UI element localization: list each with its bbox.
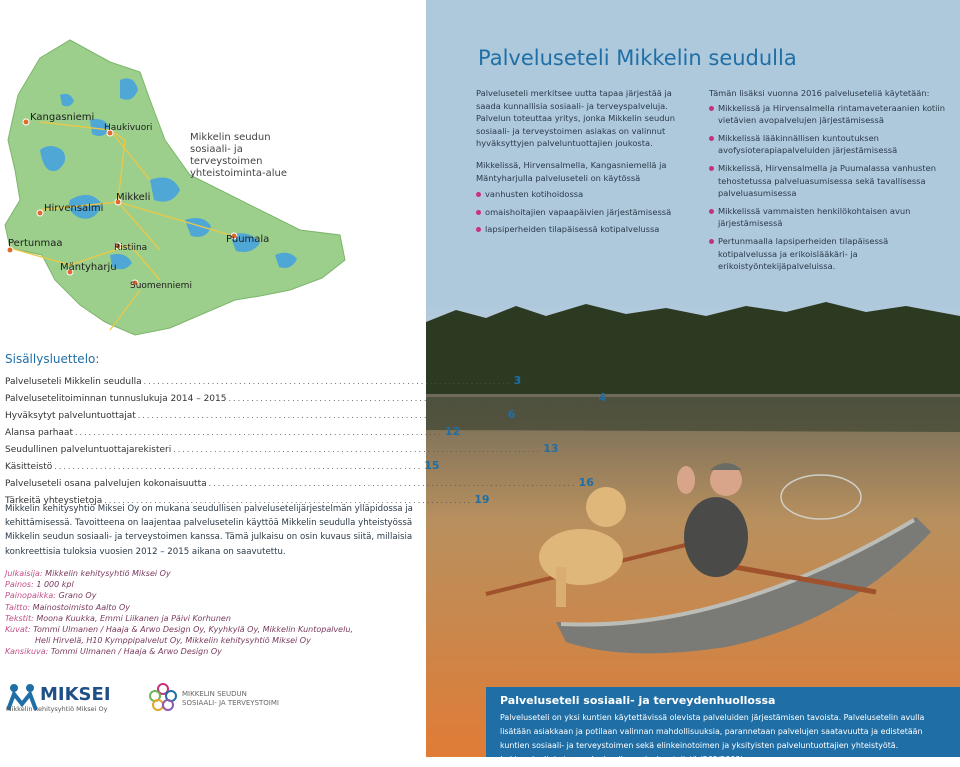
credit-value: Moona Kuukka, Emmi Liikanen ja Päivi Korhunen: [36, 613, 231, 623]
credit-label: Kansikuva:: [5, 647, 49, 657]
map-label-suomenniemi: Suomenniemi: [130, 281, 192, 291]
publisher-intro: Mikkelin kehitysyhtiö Miksei Oy on mukana seudullisen palvelusetelijärjestelmän ylläpidossa ja kehittämisessä. Tavoitteena on laajentaa palvelusetelin käyttöä Mikkelin seudulla yhteistyössä Mikkelin seudun sosiaali- ja terveystoimen kanssa. Tämä julkaisu on osin kuvaus siitä, millaisia konkreettisia tuloksia vuosien 2012 – 2015 aikana on saavutettu.: [5, 504, 413, 557]
list-item: lapsiperheiden tilapäisessä kotipalvelussa: [476, 223, 698, 236]
publication-credits: [5, 568, 415, 658]
list-item: Mikkelissä lääkinnällisen kuntoutuksen avofysioterapiapalveluiden järjestämisessä: [709, 132, 949, 157]
list-item: Pertunmaalla lapsiperheiden tilapäisessä kotipalvelussa ja erikoislääkäri- ja erikoistyöntekijäpalveluissa.: [709, 235, 949, 273]
map-label-kangasniemi: Kangasniemi: [30, 112, 95, 123]
credit-line: [5, 613, 415, 624]
intro-paragraph: Palveluseteli merkitsee uutta tapaa järjestää ja saada kunnallisia sosiaali- ja terveyspalveluja. Palvelun toteuttaa yritys, jonka Mikkelin seudun sosiaali- ja terveystoimen asiakas on valinnut hyväksyttyjen palveluntuottajien joukosta.: [476, 88, 676, 149]
table-of-contents: [5, 352, 607, 508]
toc-entry[interactable]: [5, 440, 559, 457]
column-heading: Tämän lisäksi vuonna 2016 palveluseteliä käytetään:: [709, 88, 930, 98]
info-box-citation: Laki sosiaali- ja terveydenhuollon palvelusetelistä (569/2009): [500, 755, 744, 764]
credit-label: Painos:: [5, 580, 34, 590]
toc-leader: .................................................................................: [173, 445, 542, 454]
miksei-logo-name: MIKSEI: [40, 684, 111, 705]
map-label-hirvensalmi: Hirvensalmi: [44, 203, 104, 214]
credit-label: Julkaisija:: [5, 569, 43, 578]
credit-line: [5, 579, 415, 590]
toc-entry-page: 6: [507, 408, 516, 421]
page-title: Palveluseteli Mikkelin seudulla: [478, 46, 797, 70]
toc-entry-title: Palveluseteli osana palvelujen kokonaisuutta: [5, 479, 207, 489]
credit-value: Tommi Ulmanen / Haaja & Arwo Design Oy: [50, 647, 222, 657]
map-legend-line: Mikkelin seudun: [190, 132, 271, 143]
service-list: [476, 188, 698, 236]
credit-label: Tekstit:: [5, 613, 34, 623]
credit-label: Kuvat:: [5, 625, 31, 635]
toc-entry-page: 13: [543, 442, 559, 455]
list-item: Mikkelissä ja Hirvensalmella rintamaveteraanien kotiin vietävien avopalvelujen järjestämisessä: [709, 102, 949, 127]
map-label-puumala: Puumala: [226, 234, 270, 245]
flower-logo-icon: [148, 682, 178, 714]
toc-entry-page: 12: [444, 425, 461, 438]
info-box-title: Palveluseteli sosiaali- ja terveydenhuollossa: [500, 694, 776, 707]
toc-entry-title: Tärkeitä yhteystietoja: [5, 496, 103, 506]
toc-entry[interactable]: [5, 389, 607, 406]
info-box: [486, 687, 960, 764]
toc-entry-page: 3: [513, 374, 522, 387]
toc-entry-title: Käsitteistö: [5, 462, 53, 472]
toc-entry[interactable]: [5, 423, 461, 440]
intro-paragraph: Mikkelissä, Hirvensalmella, Kangasniemellä ja Mäntyharjulla palveluseteli on käytössä: [476, 159, 667, 183]
map-legend: [190, 132, 300, 180]
credit-value: Mikkelin kehitysyhtiö Miksei Oy: [45, 569, 171, 578]
info-box-body: Palveluseteli on yksi kuntien käytettävissä olevista palveluiden järjestämisen tavoista. Palvelusetelin avulla lisätään asiakkaan ja potilaan valinnan mahdollisuuksia, parannetaan palvelujen saatavuutta ja edistetään kuntien sosiaali- ja terveystoimen sekä elinkeinotoimen ja yksityisten palveluntuottajien yhteistyötä.: [500, 713, 925, 750]
credit-value: Grano Oy: [58, 591, 97, 601]
toc-leader: .................................................................................: [104, 496, 473, 505]
toc-entry-title: Seudullinen palveluntuottajarekisteri: [5, 445, 172, 455]
toc-heading: Sisällysluettelo:: [5, 352, 100, 366]
toc-entry-page: 19: [474, 493, 490, 506]
toc-entry[interactable]: [5, 457, 440, 474]
credit-value: Tommi Ulmanen / Haaja & Arwo Design Oy, Kyyhkylä Oy, Mikkelin Kuntopalvelu,: [33, 625, 353, 635]
toc-entry-title: Palvelusetelitoiminnan tunnuslukuja 2014 – 2015: [5, 394, 227, 404]
toc-entry-page: 16: [578, 476, 594, 489]
seutu-logo-line1: MIKKELIN SEUDUN: [182, 690, 247, 698]
toc-entry-title: Hyväksytyt palveluntuottajat: [5, 411, 136, 421]
map-label-pertunmaa: Pertunmaa: [8, 238, 63, 249]
map-label-ristiina: Ristiina: [114, 243, 148, 253]
credit-line: [5, 624, 415, 635]
credit-line: [5, 590, 415, 601]
credit-value: 1 000 kpl: [36, 580, 74, 590]
miksei-logo: [4, 680, 124, 720]
map-label-haukivuori: Haukivuori: [104, 123, 153, 133]
credit-line: [5, 635, 415, 646]
region-map: [0, 0, 426, 345]
intro-column-1: [476, 87, 698, 241]
toc-entry-page: 4: [598, 391, 607, 404]
credit-line: [5, 646, 415, 657]
toc-leader: .................................................................................: [54, 462, 423, 471]
toc-leader: .................................................................................: [208, 479, 577, 488]
list-item: omaishoitajien vapaapäivien järjestämisessä: [476, 206, 698, 219]
seutu-logo: [148, 680, 298, 720]
toc-leader: .................................................................................: [228, 394, 597, 403]
intro-column-2: [709, 87, 949, 278]
toc-leader: .................................................................................: [137, 411, 506, 420]
toc-entry[interactable]: [5, 474, 594, 491]
toc-leader: .................................................................................: [143, 377, 512, 386]
list-item: Mikkelissä vammaisten henkilökohtaisen avun järjestämisessä: [709, 205, 949, 230]
miksei-logo-subtitle: Mikkelin kehitysyhtiö Miksei Oy: [6, 705, 108, 713]
map-legend-line: sosiaali- ja terveystoimen: [190, 144, 263, 167]
toc-entry-title: Alansa parhaat: [5, 428, 73, 438]
map-label-mantyharju: Mäntyharju: [60, 262, 117, 273]
credit-value: Mainostoimisto Aalto Oy: [32, 602, 130, 612]
toc-entry-page: 15: [424, 459, 440, 472]
toc-entry[interactable]: [5, 372, 522, 389]
credit-value: Heli Hirvelä, H10 Kymppipalvelut Oy, Mikkelin kehitysyhtiö Miksei Oy: [35, 636, 311, 646]
toc-entry[interactable]: [5, 406, 516, 423]
toc-leader: .................................................................................: [74, 428, 443, 437]
map-label-mikkeli: Mikkeli: [116, 192, 151, 203]
map-legend-line: yhteistoiminta-alue: [190, 168, 288, 179]
list-item: vanhusten kotihoidossa: [476, 188, 698, 201]
list-item: Mikkelissä, Hirvensalmella ja Puumalassa vanhusten tehostetussa palveluasumisessa sekä tavallisessa palveluasumisessa: [709, 162, 949, 200]
toc-entry-title: Palveluseteli Mikkelin seudulla: [5, 377, 142, 387]
credit-label: Taitto:: [5, 602, 31, 612]
credit-line: [5, 602, 415, 613]
credit-label: Painopaikka:: [5, 591, 56, 601]
seutu-logo-line2: SOSIAALI- JA TERVEYSTOIMI: [182, 699, 279, 707]
service-list: [709, 102, 949, 273]
credit-line: [5, 568, 415, 579]
